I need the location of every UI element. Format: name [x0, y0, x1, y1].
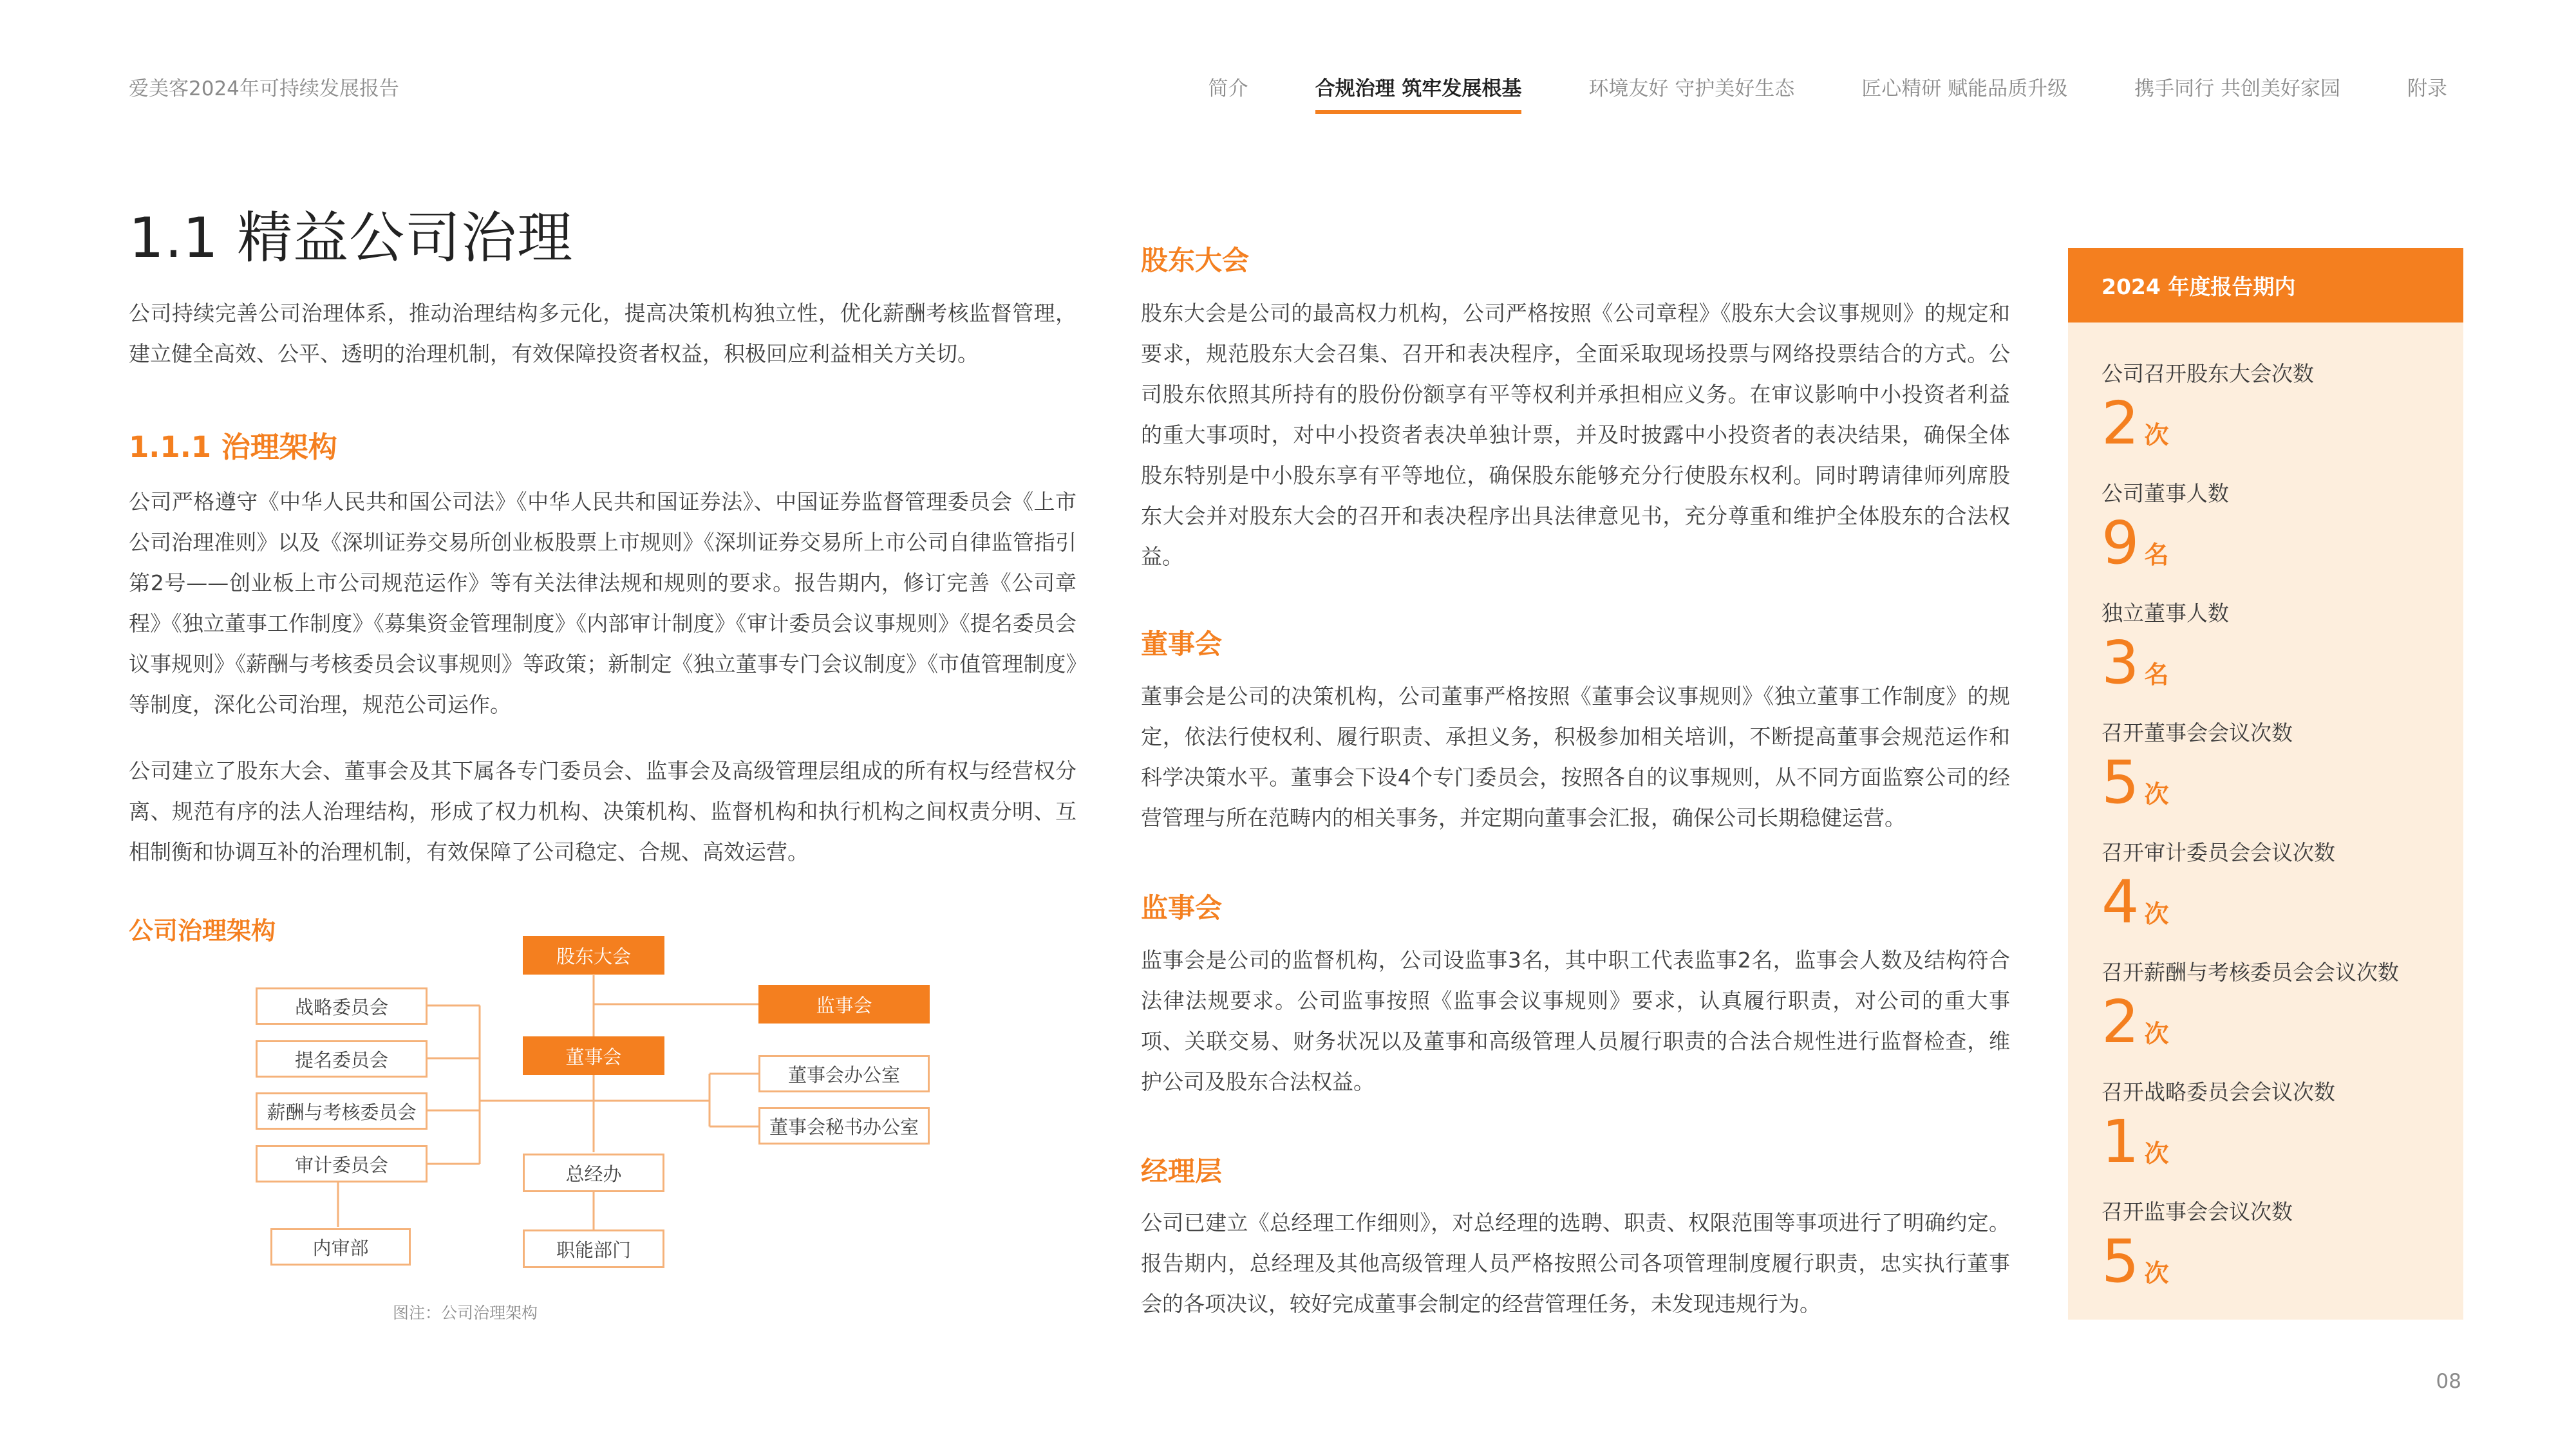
- page-number: 08: [2436, 1370, 2461, 1393]
- stat-label: 召开审计委员会会议次数: [2101, 840, 2335, 865]
- nav-item-governance[interactable]: 合规治理 筑牢发展根基: [1315, 72, 1522, 114]
- stats-panel: [2068, 248, 2463, 1320]
- intro-paragraph: 公司持续完善公司治理体系，推动治理结构多元化，提高决策机构独立性，优化薪酬考核监督管理，建立健全高效、公平、透明的治理机制，有效保障投资者权益，积极回应利益相关方关切。: [129, 301, 1076, 366]
- stat-unit: 次: [2144, 900, 2169, 928]
- org-node-general-manager-office: 总经办: [523, 1154, 664, 1192]
- top-nav: [1142, 72, 2447, 114]
- stat-value: 2: [2101, 987, 2139, 1056]
- stat-directors: [2101, 477, 2229, 577]
- org-node-audit-committee: 审计委员会: [256, 1145, 428, 1183]
- intro-block: [129, 293, 1076, 374]
- board-text: 董事会是公司的决策机构，公司董事严格按照《董事会议事规则》《独立董事工作制度》的规定，依法行使权利、履行职责、承担义务，积极参加相关培训，不断提高董事会规范运作和科学决策水平。董事会下设4个专门委员会，按照各自的议事规则，从不同方面监察公司的经营管理与所在范畴内的相关事务，并定期向董事会汇报，确保公司长期稳健运营。: [1141, 684, 2010, 830]
- stat-value: 3: [2101, 628, 2139, 697]
- nav-item-environment[interactable]: 环境友好 守护美好生态: [1588, 77, 1795, 100]
- stat-label: 召开监事会会议次数: [2101, 1199, 2293, 1224]
- board-heading: 董事会: [1141, 628, 1223, 660]
- org-node-strategy-committee: 战略委员会: [256, 987, 428, 1025]
- stat-board-meetings: [2101, 716, 2293, 817]
- stat-compensation-committee-meetings: [2101, 956, 2399, 1056]
- org-node-board-office: 董事会办公室: [758, 1055, 930, 1092]
- stat-unit: 次: [2144, 780, 2169, 809]
- nav-item-appendix[interactable]: 附录: [2407, 77, 2447, 100]
- governance-structure-text: [129, 481, 1076, 872]
- stat-value: 5: [2101, 748, 2139, 817]
- stat-supervisory-meetings: [2101, 1195, 2293, 1296]
- org-chart-title: 公司治理架构: [129, 917, 276, 945]
- org-node-functional-departments: 职能部门: [523, 1229, 664, 1268]
- page-title: 1.1 精益公司治理: [129, 206, 574, 270]
- org-node-supervisory-board: 监事会: [758, 985, 930, 1024]
- stat-unit: 次: [2144, 1020, 2169, 1048]
- stat-audit-committee-meetings: [2101, 836, 2335, 937]
- nav-item-intro[interactable]: 简介: [1208, 77, 1248, 100]
- supervisory-section: [1141, 940, 2010, 1102]
- stat-unit: 名: [2144, 660, 2169, 689]
- stat-value: 1: [2101, 1107, 2139, 1176]
- board-section: [1141, 676, 2010, 838]
- shareholders-section: [1141, 293, 2010, 577]
- stat-unit: 次: [2144, 1259, 2169, 1287]
- section-heading-governance-structure: 1.1.1 治理架构: [129, 430, 337, 464]
- stat-shareholder-meetings: [2101, 357, 2314, 458]
- nav-item-community[interactable]: 携手同行 共创美好家园: [2134, 77, 2340, 100]
- org-chart: [129, 914, 1082, 1326]
- management-text: 公司已建立《总经理工作细则》，对总经理的选聘、职责、权限范围等事项进行了明确约定。报告期内，总经理及其他高级管理人员严格按照公司各项管理制度履行职责，忠实执行董事会的各项决议，较好完成董事会制定的经营管理任务，未发现违规行为。: [1141, 1210, 2010, 1316]
- stat-label: 公司召开股东大会次数: [2101, 361, 2314, 386]
- stat-label: 召开战略委员会会议次数: [2101, 1080, 2335, 1105]
- stat-value: 2: [2101, 389, 2139, 458]
- org-node-internal-audit: 内审部: [270, 1228, 411, 1266]
- org-node-board: 董事会: [523, 1036, 664, 1075]
- stat-label: 召开薪酬与考核委员会会议次数: [2101, 960, 2399, 985]
- stat-unit: 名: [2144, 541, 2169, 569]
- org-node-compensation-committee: 薪酬与考核委员会: [256, 1092, 428, 1130]
- nav-item-quality[interactable]: 匠心精研 赋能品质升级: [1861, 77, 2068, 100]
- shareholders-text: 股东大会是公司的最高权力机构，公司严格按照《公司章程》《股东大会议事规则》的规定和要求，规范股东大会召集、召开和表决程序，全面采取现场投票与网络投票结合的方式。公司股东依照其所持有的股份份额享有平等权利并承担相应义务。在审议影响中小投资者利益的重大事项时，对中小投资者表决单独计票，并及时披露中小投资者的表决结果，确保全体股东特别是中小股东享有平等地位，确保股东能够充分行使股东权利。同时聘请律师列席股东大会并对股东大会的召开和表决程序出具法律意见书，充分尊重和维护全体股东的合法权益。: [1141, 301, 2010, 569]
- stat-unit: 次: [2144, 421, 2169, 449]
- management-heading: 经理层: [1141, 1155, 1223, 1187]
- report-title: 爱美客2024年可持续发展报告: [129, 77, 399, 100]
- stat-independent-directors: [2101, 597, 2229, 697]
- stat-value: 5: [2101, 1227, 2139, 1296]
- org-node-nomination-committee: 提名委员会: [256, 1040, 428, 1078]
- supervisory-heading: 监事会: [1141, 892, 1223, 924]
- governance-paragraph-2: 公司建立了股东大会、董事会及其下属各专门委员会、监事会及高级管理层组成的所有权与经营权分离、规范有序的法人治理结构，形成了权力机构、决策机构、监督机构和执行机构之间权责分明、互相制衡和协调互补的治理机制，有效保障了公司稳定、合规、高效运营。: [129, 758, 1076, 865]
- supervisory-text: 监事会是公司的监督机构，公司设监事3名，其中职工代表监事2名，监事会人数及结构符合法律法规要求。公司监事按照《监事会议事规则》要求，认真履行职责，对公司的重大事项、关联交易、财务状况以及董事和高级管理人员履行职责的合法合规性进行监督检查，维护公司及股东合法权益。: [1141, 948, 2010, 1094]
- stat-label: 公司董事人数: [2101, 481, 2229, 506]
- stat-label: 独立董事人数: [2101, 601, 2229, 626]
- stat-value: 4: [2101, 868, 2139, 937]
- org-node-shareholders: 股东大会: [523, 936, 664, 975]
- org-node-secretary-office: 董事会秘书办公室: [758, 1107, 930, 1145]
- stat-label: 召开董事会会议次数: [2101, 720, 2293, 745]
- management-section: [1141, 1202, 2010, 1324]
- org-chart-caption: 图注：公司治理架构: [393, 1304, 538, 1322]
- stat-strategy-committee-meetings: [2101, 1076, 2335, 1176]
- shareholders-heading: 股东大会: [1141, 245, 1250, 276]
- stat-unit: 次: [2144, 1139, 2169, 1168]
- stats-panel-title: 2024 年度报告期内: [2068, 248, 2463, 323]
- governance-paragraph-1: 公司严格遵守《中华人民共和国公司法》《中华人民共和国证券法》、中国证券监督管理委员会《上市公司治理准则》以及《深圳证券交易所创业板股票上市规则》《深圳证券交易所上市公司自律监管指引第2号——创业板上市公司规范运作》等有关法律法规和规则的要求。报告期内，修订完善《公司章程》《独立董事工作制度》《募集资金管理制度》《内部审计制度》《审计委员会议事规则》《提名委员会议事规则》《薪酬与考核委员会议事规则》等政策；新制定《独立董事专门会议制度》《市值管理制度》等制度，深化公司治理，规范公司运作。: [129, 489, 1076, 717]
- stat-value: 9: [2101, 509, 2139, 577]
